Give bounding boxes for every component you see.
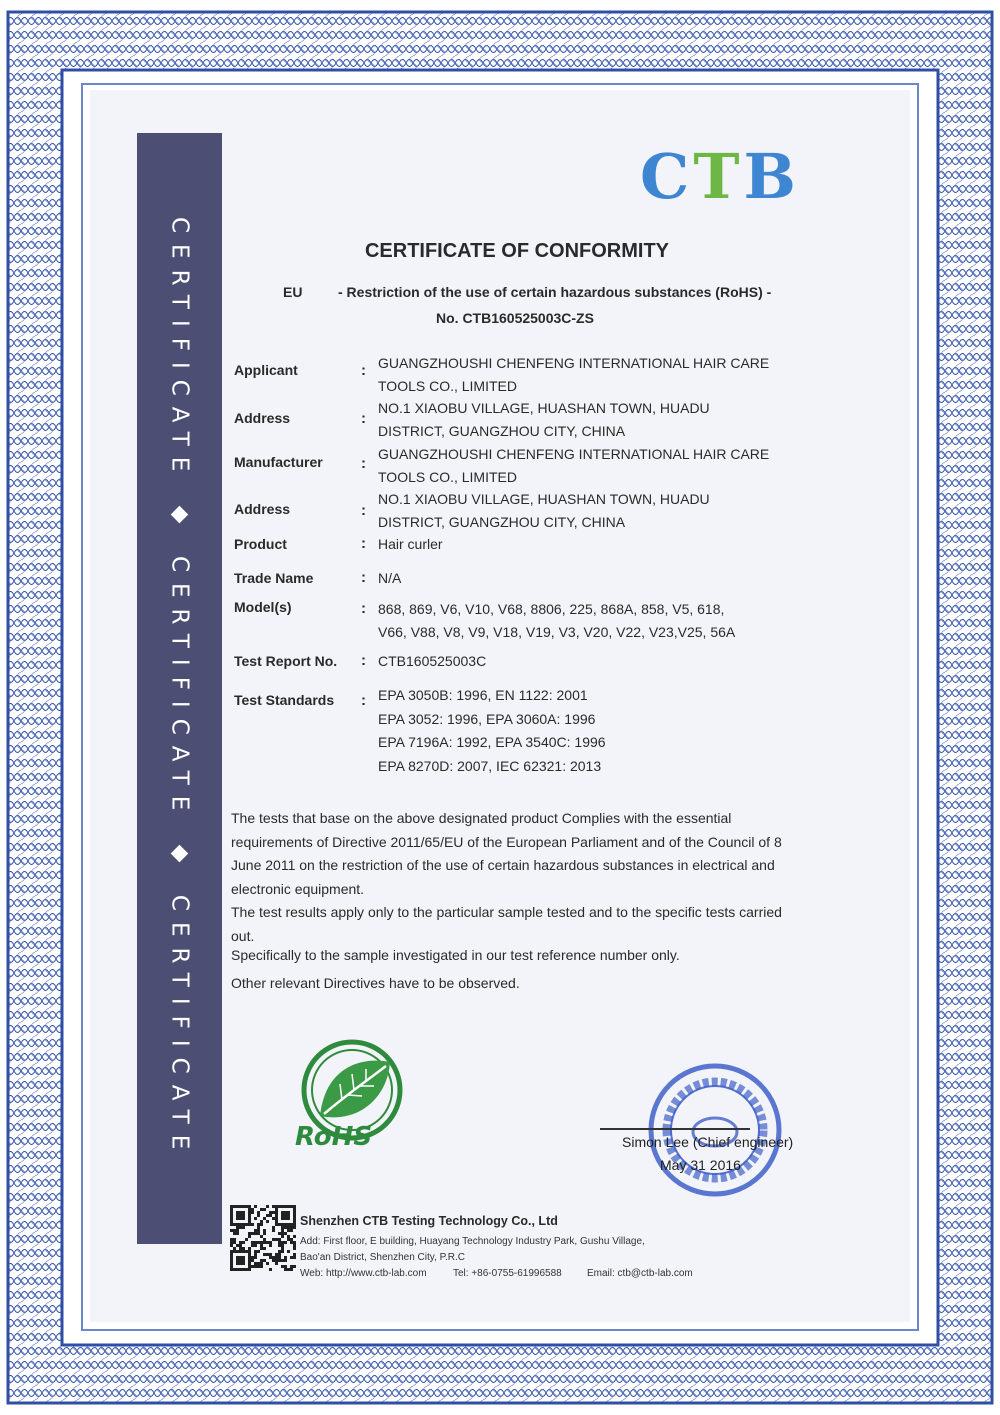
manufacturer-address-value: NO.1 XIAOBU VILLAGE, HUASHAN TOWN, HUADU DISTRICT, GUANGZHOU CITY, CHINA: [378, 491, 710, 530]
lab-telephone: Tel: +86-0755-61996588: [453, 1268, 562, 1279]
address-value: NO.1 XIAOBU VILLAGE, HUASHAN TOWN, HUADU DISTRICT, GUANGZHOU CITY, CHINA: [378, 400, 710, 439]
models-label: Model(s): [234, 599, 292, 615]
scope-paragraph: The test results apply only to the particular sample tested and to the specific tests carried out.: [231, 904, 782, 944]
certificate-number: No. CTB160525003C-ZS: [436, 310, 594, 326]
models-colon: :: [361, 600, 366, 617]
address-label: Address: [234, 410, 291, 426]
sample-note: Specifically to the sample investigated in our test reference number only.: [231, 947, 680, 963]
lab-email: Email: ctb@ctb-lab.com: [587, 1268, 693, 1279]
applicant-label: Applicant: [234, 362, 298, 378]
manufacturer-value: GUANGZHOUSHI CHENFENG INTERNATIONAL HAIR CARE TOOLS CO., LIMITED: [378, 446, 770, 485]
signature-line: [600, 1128, 750, 1130]
test-standards-label: Test Standards: [234, 692, 335, 708]
trade-name-colon: :: [361, 569, 366, 586]
trade-name-value: N/A: [378, 570, 402, 586]
test-report-label: Test Report No.: [234, 653, 338, 669]
manufacturer-address-colon: :: [361, 502, 366, 519]
ctb-logo-letter-t: T: [693, 140, 744, 213]
test-report-colon: :: [361, 652, 366, 669]
qr-code: [230, 1205, 296, 1277]
company-seal-stamp: [645, 1060, 785, 1200]
ctb-logo-letter-c: C: [640, 140, 694, 213]
applicant-colon: :: [361, 362, 366, 379]
test-standards-colon: :: [361, 692, 366, 709]
product-colon: :: [361, 535, 366, 552]
manufacturer-colon: :: [361, 455, 366, 472]
directives-note: Other relevant Directives have to be observed.: [231, 975, 520, 991]
manufacturer-address-label: Address: [234, 501, 291, 517]
test-report-value: CTB160525003C: [378, 653, 487, 669]
ctb-logo-letter-b: B: [743, 140, 800, 213]
address-colon: :: [361, 410, 366, 427]
ctb-logo: [640, 140, 800, 213]
product-value: Hair curler: [378, 536, 443, 552]
directive-subtitle: - Restriction of the use of certain hazardous substances (RoHS) -: [338, 284, 772, 300]
rohs-logo-text: RoHS: [295, 1122, 373, 1152]
signatory-name: Simon Lee (Chief engineer): [622, 1134, 794, 1150]
compliance-paragraph: The tests that base on the above designated product Complies with the essential requirements of Directive 2011/65/EU of the European Parliament and of the Council of 8 June 2011 on the restriction of the use of certain hazardous substances in electrical and electronic equipment.: [231, 810, 782, 897]
certificate-side-band: [137, 133, 222, 1244]
test-standards-value: EPA 3050B: 1996, EN 1122: 2001 EPA 3052: 1996, EPA 3060A: 1996 EPA 7196A: 1992, EPA 3540C: 1996 EPA 8270D: 2007, IEC 62321: 2013: [378, 687, 606, 774]
manufacturer-label: Manufacturer: [234, 454, 323, 470]
lab-address-line-2: Bao'an District, Shenzhen City, P.R.C: [300, 1252, 465, 1263]
lab-company-name: Shenzhen CTB Testing Technology Co., Ltd: [300, 1214, 558, 1228]
region-label: EU: [283, 284, 303, 300]
lab-website: Web: http://www.ctb-lab.com: [300, 1268, 427, 1279]
trade-name-label: Trade Name: [234, 570, 314, 586]
side-band-text: CERTIFICATE ◆ CERTIFICATE ◆ CERTIFICATE: [166, 216, 193, 1161]
signature-date: May 31 2016: [660, 1157, 741, 1173]
certificate-title: CERTIFICATE OF CONFORMITY: [364, 240, 670, 262]
models-value: 868, 869, V6, V10, V68, 8806, 225, 868A, 858, V5, 618, V66, V88, V8, V9, V18, V19, V3, V20, V22, V23,V25, 56A: [378, 601, 736, 640]
product-label: Product: [234, 536, 287, 552]
applicant-value: GUANGZHOUSHI CHENFENG INTERNATIONAL HAIR CARE TOOLS CO., LIMITED: [378, 355, 770, 394]
lab-address-line-1: Add: First floor, E building, Huayang Technology Industry Park, Gushu Village,: [300, 1236, 645, 1247]
